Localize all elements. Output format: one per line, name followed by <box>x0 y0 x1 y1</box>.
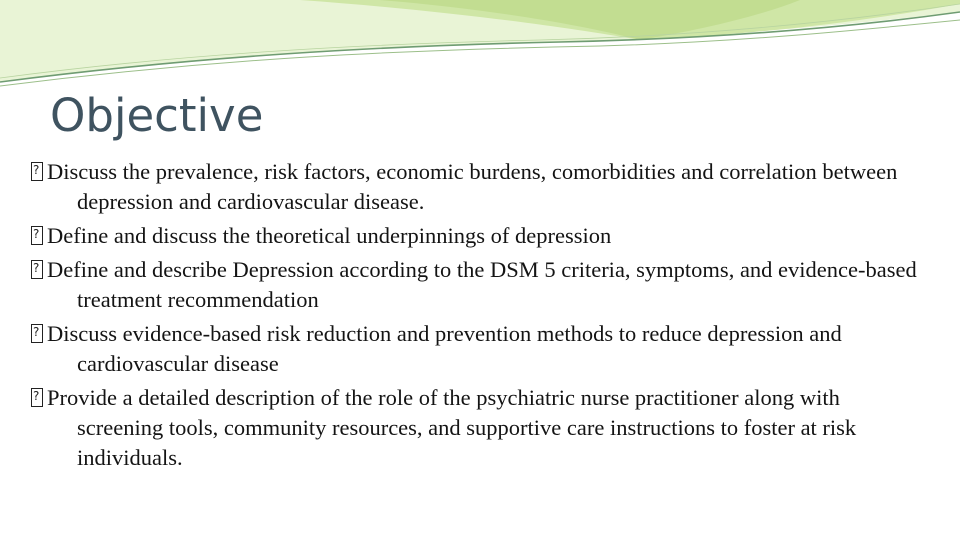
missing-glyph-box-icon <box>31 388 43 407</box>
missing-glyph-box-icon <box>31 324 43 343</box>
objective-item <box>30 255 930 315</box>
missing-glyph-box-icon <box>31 162 43 181</box>
objective-item <box>30 157 930 217</box>
objective-text: Discuss the prevalence, risk factors, economic burdens, comorbidities and correlation between depression and cardiovascular disease. <box>47 159 898 214</box>
objective-text: Provide a detailed description of the role of the psychiatric nurse practitioner along with screening tools, community resources, and supportive care instructions to foster at risk individuals. <box>47 385 857 470</box>
missing-glyph-box-icon <box>31 226 43 245</box>
objective-item <box>30 383 930 473</box>
objective-item <box>30 221 930 251</box>
objective-text: Discuss evidence-based risk reduction and prevention methods to reduce depression and cardiovascular disease <box>47 321 842 376</box>
objective-item <box>30 319 930 379</box>
objective-text: Define and describe Depression according to the DSM 5 criteria, symptoms, and evidence-based treatment recommendation <box>47 257 917 312</box>
slide-title: Objective <box>50 89 264 142</box>
header-wave-decoration <box>0 0 960 95</box>
objective-list <box>30 157 930 477</box>
objective-text: Define and discuss the theoretical underpinnings of depression <box>47 223 612 248</box>
missing-glyph-box-icon <box>31 260 43 279</box>
